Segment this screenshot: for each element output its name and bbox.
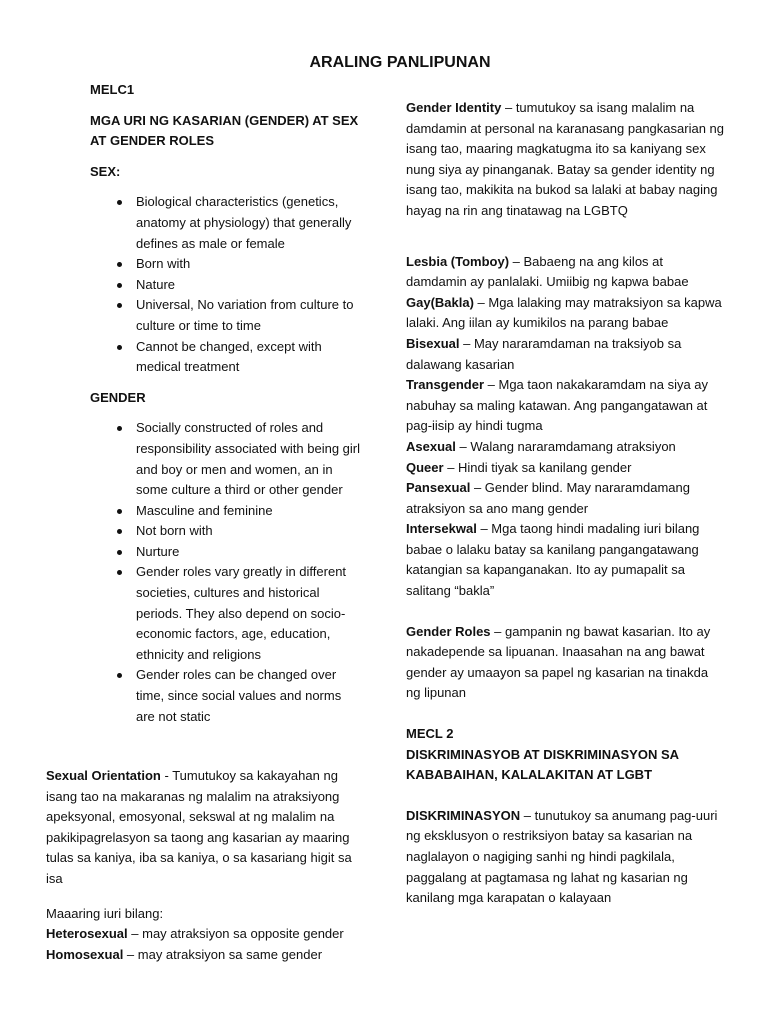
orientation-definition: - Tumutukoy sa kakayahan ng isang tao na makaranas ng malalim na atraksiyong apeksyonal, emosyonal, sekswal at ng malalim na pakikipagrelasyon sa taong ang kasarian ay maaring tulas sa kaniya, iba sa kaniya, o sa kasariang higit sa isa <box>46 768 352 886</box>
term: Gay(Bakla) <box>406 294 474 310</box>
list-item: Masculine and feminine <box>136 501 362 522</box>
definition: – Mga taong hindi madaling iuri bilang babae o lalaku batay sa kanilang pangangatawang katangian sa kapanganakan. Ito ay pumapalit sa salitang “bakla” <box>406 521 700 599</box>
list-item: Nature <box>136 275 362 296</box>
orientation-term: Sexual Orientation <box>46 768 161 783</box>
term: Bisexual <box>406 335 460 351</box>
term-entry <box>406 458 726 479</box>
list-item: Born with <box>136 254 362 275</box>
orientation-type <box>46 945 366 966</box>
sexual-orientation-section <box>46 766 366 965</box>
term: Heterosexual <box>46 926 128 942</box>
sex-label: SEX: <box>90 163 121 179</box>
list-item: Not born with <box>136 521 362 542</box>
gender-label: GENDER <box>90 389 146 405</box>
section-heading-1: MGA URI NG KASARIAN (GENDER) AT SEX AT GENDER ROLES <box>90 112 359 149</box>
page-title: ARALING PANLIPUNAN <box>309 54 491 71</box>
term: Gender Identity <box>406 100 502 115</box>
gender-identity-paragraph <box>406 98 726 222</box>
term: Pansexual <box>406 480 471 496</box>
term-entry <box>406 334 726 375</box>
term-entry <box>406 478 726 519</box>
term-entry <box>406 437 726 458</box>
term: DISKRIMINASYON <box>406 807 521 823</box>
melc1-label: MELC1 <box>90 82 135 97</box>
definition: – tunutukoy sa anumang pag-uuri ng eksklusyon o restriksiyon batay sa kasarian na naglalayon o nagiging sanhi ng hindi pagkilala, paggalang at pagtamasa ng lahat ng kasarian ng kanilang mga karapatan o kalayaan <box>406 807 718 906</box>
mecl2-label: MECL 2 <box>406 726 454 742</box>
definition: – Mga taon nakakaramdam na siya ay nabuhay sa maling katawan. Ang pangangatawan at pag-iisip ay hindi tugma <box>406 377 709 434</box>
definition: – May nararamdaman na traksiyob sa dalawang kasarian <box>406 335 682 372</box>
gender-roles-paragraph <box>406 622 726 704</box>
term: Intersekwal <box>406 521 477 537</box>
term: Lesbia (Tomboy) <box>406 253 510 269</box>
gender-list <box>90 418 362 727</box>
term-entry <box>406 375 726 437</box>
definition: – may atraksiyon sa opposite gender <box>127 926 344 942</box>
list-item: Biological characteristics (genetics, anatomy at physiology) that generally defines as male or female <box>136 192 362 254</box>
term-entry <box>406 519 726 601</box>
definition: – Hindi tiyak sa kanilang gender <box>443 459 632 475</box>
definition: – Gender blind. May nararamdamang atraksiyon sa ano mang gender <box>406 480 691 516</box>
term: Queer <box>406 459 444 475</box>
definition: – gampanin ng bawat kasarian. Ito ay nakadepende sa lipuanan. Inaasahan na ang bawat gender ay umaayon sa papel ng kasarian na tinakda ng lipunan <box>406 623 711 701</box>
definition: – tumutukoy sa isang malalim na damdamin at personal na karanasang pangkasarian ng isang tao, maaring magkatugma ito sa kaniyang sex nung siya ay pinanganak. Batay sa gender identity ng isang tao, makikita na bukod sa lalaki at babay naging hayag na rin ang tinatawag na LGBTQ <box>406 100 724 218</box>
orientation-intro: Maaaring iuri bilang: <box>46 905 164 921</box>
list-item: Nurture <box>136 542 362 563</box>
list-item: Socially constructed of roles and responsibility associated with being girl and boy or men and women, an in some culture a third or other gender <box>136 418 362 500</box>
definition: – Mga lalaking may matraksiyon sa kapwa lalaki. Ang iilan ay kumikilos na parang babae <box>406 294 722 331</box>
sex-list <box>90 192 362 377</box>
term: Transgender <box>406 377 485 393</box>
term-entry <box>406 252 726 293</box>
list-item: Universal, No variation from culture to culture or time to time <box>136 295 362 336</box>
term-entry <box>406 293 726 334</box>
list-item: Cannot be changed, except with medical treatment <box>136 337 362 378</box>
discrimination-paragraph <box>406 806 726 909</box>
term: Asexual <box>406 438 456 454</box>
list-item: Gender roles can be changed over time, since social values and norms are not static <box>136 665 362 727</box>
orientation-paragraph <box>46 766 366 890</box>
orientation-type <box>46 924 366 945</box>
term: Homosexual <box>46 946 124 962</box>
definition: – Walang nararamdamang atraksiyon <box>455 438 676 454</box>
section-heading-2: DISKRIMINASYOB AT DISKRIMINASYON SA KABABAIHAN, KALALAKITAN AT LGBT <box>406 746 679 783</box>
definition: – may atraksiyon sa same gender <box>123 946 323 962</box>
term: Gender Roles <box>406 623 491 639</box>
left-column <box>90 80 362 727</box>
definition: – Babaeng na ang kilos at damdamin ay panlalaki. Umiibig ng kapwa babae <box>406 253 689 290</box>
right-column <box>406 98 726 909</box>
list-item: Gender roles vary greatly in different societies, cultures and historical periods. They also depend on socio-economic factors, age, education, ethnicity and religions <box>136 562 362 665</box>
